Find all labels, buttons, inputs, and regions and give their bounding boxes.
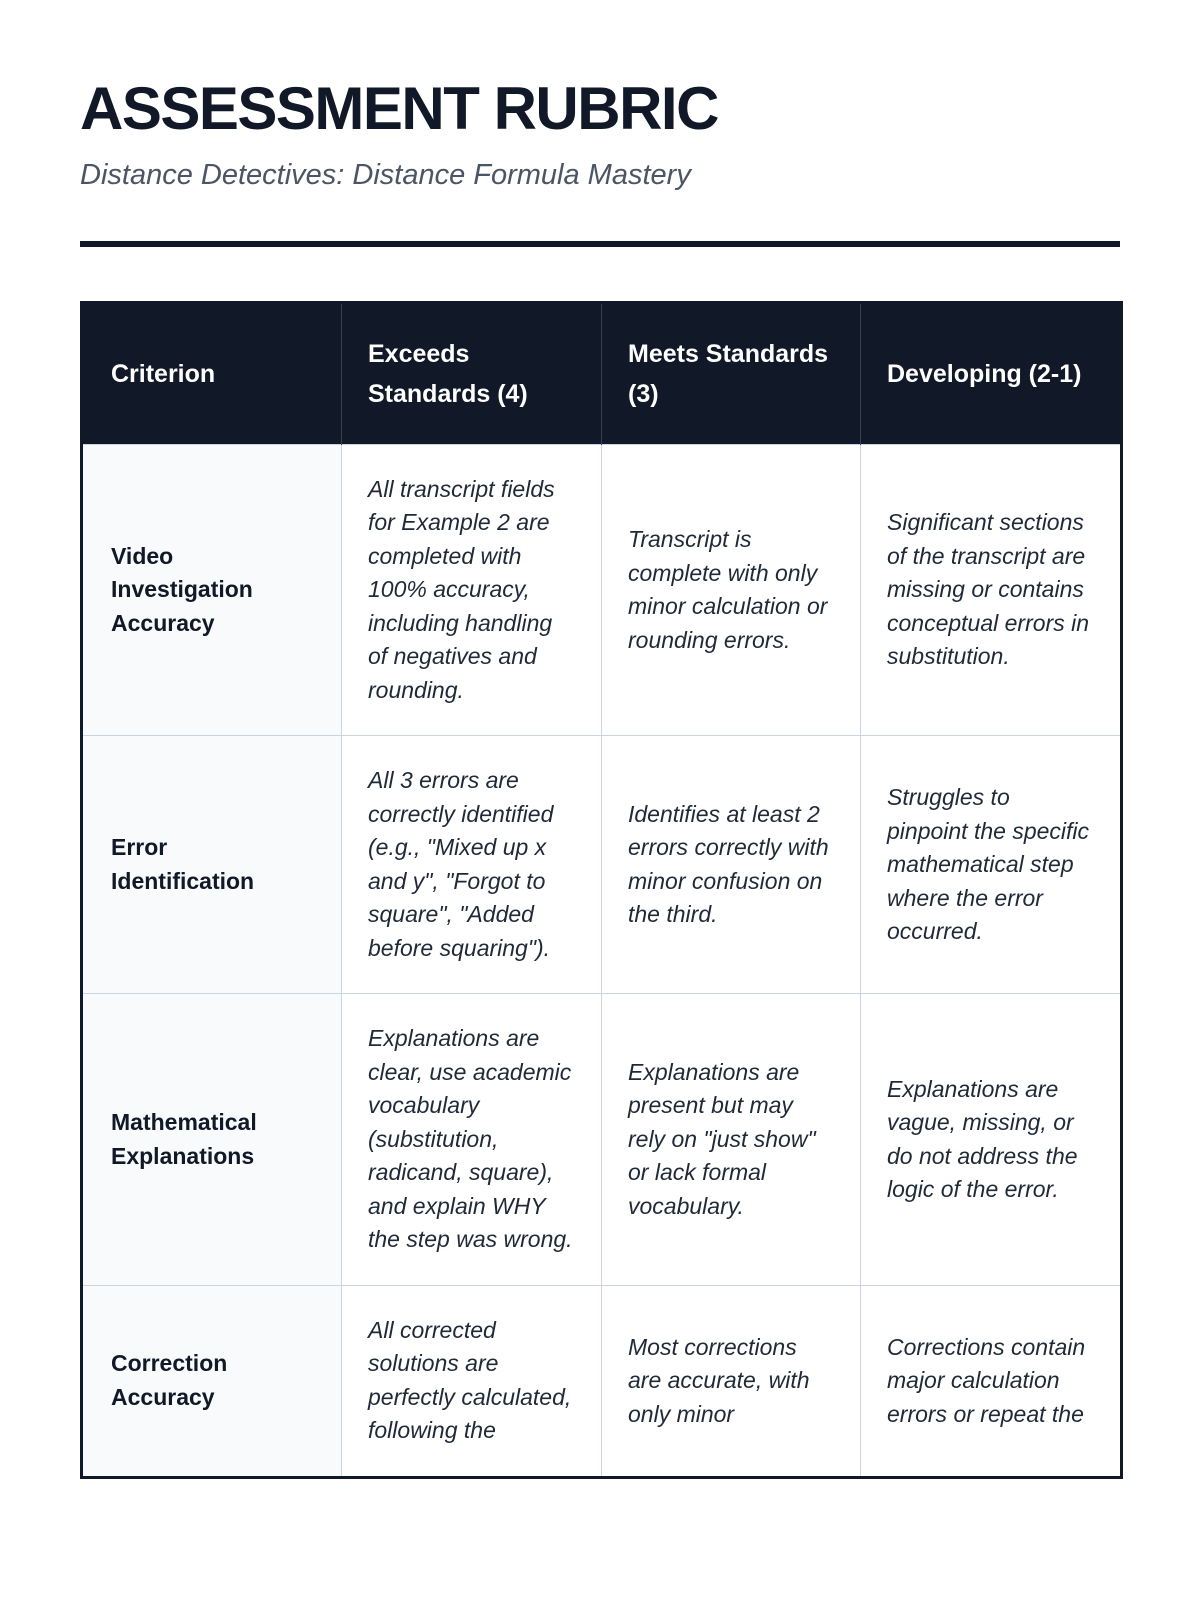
criterion-cell: Video Investigation Accuracy	[82, 444, 342, 736]
developing-cell: Explanations are vague, missing, or do not address the logic of the error.	[861, 994, 1122, 1286]
criterion-cell: Error Identification	[82, 736, 342, 994]
table-row	[82, 444, 1122, 736]
exceeds-cell: All 3 errors are correctly identified (e.g., "Mixed up x and y", "Forgot to square", "Added before squaring").	[342, 736, 602, 994]
rubric-table	[80, 301, 1123, 1479]
header-exceeds: Exceeds Standards (4)	[342, 302, 602, 444]
table-row	[82, 736, 1122, 994]
developing-cell: Significant sections of the transcript are missing or contains conceptual errors in substitution.	[861, 444, 1122, 736]
rubric-body	[82, 444, 1122, 1477]
page-subtitle: Distance Detectives: Distance Formula Mastery	[80, 159, 691, 191]
exceeds-cell: Explanations are clear, use academic vocabulary (substitution, radicand, square), and explain WHY the step was wrong.	[342, 994, 602, 1286]
title-divider	[80, 241, 1120, 247]
criterion-cell: Correction Accuracy	[82, 1285, 342, 1477]
developing-cell: Corrections contain major calculation errors or repeat the	[861, 1285, 1122, 1477]
header-criterion: Criterion	[82, 302, 342, 444]
developing-cell: Struggles to pinpoint the specific mathematical step where the error occurred.	[861, 736, 1122, 994]
meets-cell: Explanations are present but may rely on "just show" or lack formal vocabulary.	[602, 994, 861, 1286]
header-row	[82, 302, 1122, 444]
page-title: ASSESSMENT RUBRIC	[80, 75, 718, 142]
header-meets: Meets Standards (3)	[602, 302, 861, 444]
header-developing: Developing (2-1)	[861, 302, 1122, 444]
rubric-header	[82, 302, 1122, 444]
exceeds-cell: All transcript fields for Example 2 are completed with 100% accuracy, including handling of negatives and rounding.	[342, 444, 602, 736]
meets-cell: Most corrections are accurate, with only minor	[602, 1285, 861, 1477]
meets-cell: Identifies at least 2 errors correctly with minor confusion on the third.	[602, 736, 861, 994]
table-row	[82, 1285, 1122, 1477]
table-row	[82, 994, 1122, 1286]
exceeds-cell: All corrected solutions are perfectly calculated, following the	[342, 1285, 602, 1477]
criterion-cell: Mathematical Explanations	[82, 994, 342, 1286]
meets-cell: Transcript is complete with only minor calculation or rounding errors.	[602, 444, 861, 736]
